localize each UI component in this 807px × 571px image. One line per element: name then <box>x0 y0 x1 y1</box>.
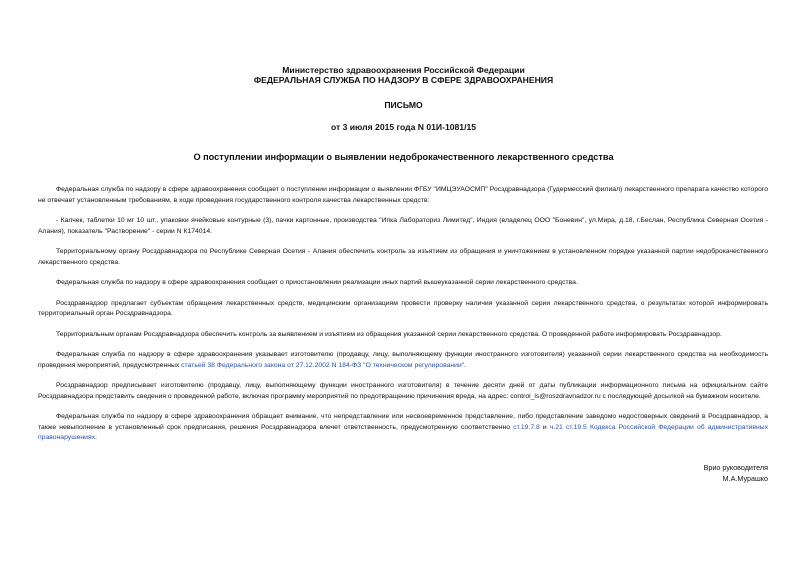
paragraph-text: . <box>95 434 97 441</box>
paragraph-text: Федеральная служба по надзору в сфере здравоохранения обращает внимание, что непредставление или несвоевременное представление, либо представление заведомо недостоверных сведений в Росздравнадзор, а также невыполнение в установленный срок предписания, решения Росздравнадзора влечет ответственность, предусмотренную соответственно <box>38 413 768 431</box>
paragraph-territorial-control: Территориальному органу Росздравнадзора по Республике Северная Осетия - Алания обеспечить контроль за изъятием из обращения и уничтожением в установленном порядке указанной партии недоброкачественного лекарственного средства. <box>38 248 768 266</box>
document-date-number: от 3 июля 2015 года N 01И-1081/15 <box>330 122 477 132</box>
paragraph-intro: Федеральная служба по надзору в сфере здравоохранения сообщает о поступлении информации о выявлении ФГБУ "ИМЦЭУАОСМП" Росздравнадзора (Гудермесский филиал) лекарственного препарата качество которого не отвечает установленным требованиям, в ходе проведения государственного контроля качества лекарственных средств: <box>38 186 768 204</box>
paragraph-manufacturer-measures <box>38 350 768 371</box>
document-subject: О поступлении информации о выявлении недоброкачественного лекарственного средства <box>193 152 614 162</box>
letter-body <box>38 185 768 454</box>
law-article-link[interactable]: статьей 38 Федерального закона от 27.12.2002 N 184-ФЗ "О техническом регулировании" <box>181 361 465 369</box>
paragraph-withdrawal: Территориальным органам Росздравнадзора обеспечить контроль за выявлением и изъятием из обращения указанной серии лекарственного средства. О проведенной работе информировать Росздравнадзор. <box>56 330 722 338</box>
paragraph-text: Федеральная служба по надзору в сфере здравоохранения указывает изготовителю (продавцу, лицу, выполняющему функции иностранного изготовителя) указанной серии лекарственного средства на необходимость проведения мероприятий, предусмотренных <box>38 351 768 369</box>
letter-header <box>0 65 807 162</box>
paragraph-product: - Калчек, таблетки 10 мг 10 шт., упаковки ячейковые контурные (3), пачки картонные, производства "Ипка Лабораториз Лимитед", Индия (владелец ООО "Боневин", ул.Мира, д.18, г.Беслан, Республика Северная Осетия - Алания), показатель "Растворение" - серии N К174014. <box>38 217 768 235</box>
paragraph-prescription: Росздравнадзор предписывает изготовителю (продавцу, лицу, выполняющему функции иностранного изготовителя) в течение десяти дней от даты публикации информационного письма на официальном сайте Росздравнадзора представить сведения о проведенной работе, включая программу мероприятий по предотвращению причинения вреда, на адрес: control_ls@roszdravnadzor.ru с последующей досылкой на бумажном носителе. <box>38 382 768 400</box>
paragraph-text: . <box>464 361 467 369</box>
document-type: ПИСЬМО <box>384 100 423 110</box>
paragraph-text: и <box>539 423 550 431</box>
paragraph-liability <box>38 412 768 444</box>
paragraph-suspension: Федеральная служба по надзору в сфере здравоохранения сообщает о приостановлении реализации иных партий вышеуказанной серии лекарственного средства. <box>56 279 578 286</box>
service-title: ФЕДЕРАЛЬНАЯ СЛУЖБА ПО НАДЗОРУ В СФЕРЕ ЗДРАВООХРАНЕНИЯ <box>253 75 554 85</box>
administrative-code-link[interactable]: Кодекса Российской Федерации об административных правонарушениях <box>38 423 768 441</box>
paragraph-inspection: Росздравнадзор предлагает субъектам обращения лекарственных средств, медицинским организациям провести проверку наличия указанной серии лекарственного средства, о результатах которой информировать территориальный орган Росздравнадзора. <box>38 299 768 317</box>
ministry-title: Министерство здравоохранения Российской Федерации <box>282 65 525 75</box>
article-19-5-link[interactable]: ч.21 ст.19.5 <box>549 423 587 431</box>
signature-block <box>704 463 768 484</box>
signatory-name: М.А.Мурашко <box>722 473 768 483</box>
signatory-position: Врио руководителя <box>703 463 768 472</box>
article-19-7-8-link[interactable]: ст.19.7.8 <box>513 423 540 431</box>
